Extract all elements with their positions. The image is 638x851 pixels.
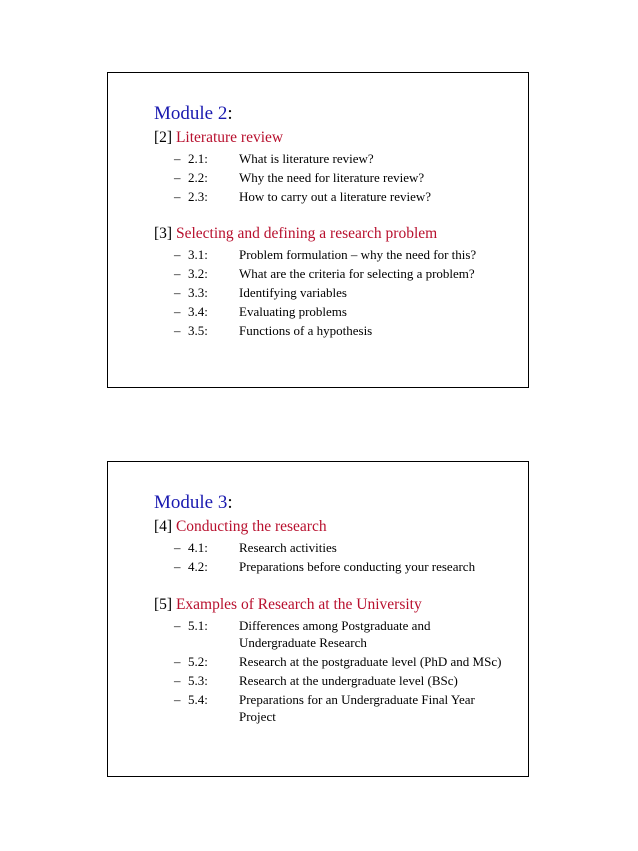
section-heading [154, 518, 327, 536]
section-title: Selecting and defining a research problem [175, 225, 438, 242]
item-number: 4.1: [188, 540, 208, 555]
item-number: 4.2: [188, 559, 208, 574]
item-text: What is literature review? [239, 151, 374, 166]
item-text: What are the criteria for selecting a problem? [239, 266, 475, 281]
section-title: Examples of Research at the University [175, 596, 422, 613]
item-number: 3.5: [188, 323, 208, 338]
section-number: [5] [154, 596, 173, 613]
section-title: Literature review [175, 129, 284, 146]
item-text: Problem formulation – why the need for this? [239, 247, 477, 262]
list-item: – 5.4: Preparations for an Undergraduate Final Year Project [174, 691, 507, 725]
section-title: Conducting the research [175, 518, 327, 535]
section-heading [154, 225, 437, 243]
item-text: Functions of a hypothesis [239, 323, 373, 338]
list-item: – 5.2: Research at the postgraduate level (PhD and MSc) [174, 653, 507, 670]
section-heading [154, 596, 422, 614]
module-title: Module 3: [154, 492, 233, 513]
item-number: 3.1: [188, 247, 208, 262]
list-item: – 3.3: Identifying variables [174, 284, 507, 301]
slide-module-3 [107, 461, 529, 777]
item-number: 5.1: [188, 618, 208, 633]
list-item: – 4.1: Research activities [174, 539, 507, 556]
section-number: [2] [154, 129, 173, 146]
item-text: Research at the undergraduate level (BSc) [239, 673, 458, 688]
module-name: Module 3 [154, 492, 228, 513]
section-heading [154, 129, 283, 147]
item-number: 5.3: [188, 673, 208, 688]
section-number: [3] [154, 225, 173, 242]
item-number: 3.3: [188, 285, 208, 300]
item-number: 3.2: [188, 266, 208, 281]
list-item: – 5.3: Research at the undergraduate level (BSc) [174, 672, 507, 689]
item-number: 3.4: [188, 304, 208, 319]
item-text: Why the need for literature review? [239, 170, 425, 185]
item-number: 2.1: [188, 151, 208, 166]
item-text: Preparations for an Undergraduate Final Year Project [239, 692, 475, 724]
section-item-list [174, 617, 507, 727]
list-item: – 2.3: How to carry out a literature review? [174, 188, 507, 205]
list-item: – 3.4: Evaluating problems [174, 303, 507, 320]
item-text: Research activities [239, 540, 337, 555]
list-item: – 5.1: Differences among Postgraduate and Undergraduate Research [174, 617, 507, 651]
item-text: Evaluating problems [239, 304, 347, 319]
list-item: – 2.1: What is literature review? [174, 150, 507, 167]
item-text: Research at the postgraduate level (PhD and MSc) [239, 654, 502, 669]
item-text: Differences among Postgraduate and Undergraduate Research [239, 618, 431, 650]
item-text: Preparations before conducting your research [239, 559, 476, 574]
item-number: 5.2: [188, 654, 208, 669]
section-item-list [174, 539, 507, 577]
module-title: Module 2: [154, 103, 233, 124]
list-item: – 4.2: Preparations before conducting your research [174, 558, 507, 575]
list-item: – 3.2: What are the criteria for selecting a problem? [174, 265, 507, 282]
section-item-list [174, 150, 507, 207]
item-text: How to carry out a literature review? [239, 189, 432, 204]
item-number: 2.2: [188, 170, 208, 185]
list-item: – 2.2: Why the need for literature review? [174, 169, 507, 186]
item-number: 2.3: [188, 189, 208, 204]
item-number: 5.4: [188, 692, 208, 707]
section-number: [4] [154, 518, 173, 535]
section-item-list [174, 246, 507, 341]
list-item: – 3.1: Problem formulation – why the need for this? [174, 246, 507, 263]
item-text: Identifying variables [239, 285, 347, 300]
slide-module-2 [107, 72, 529, 388]
list-item: – 3.5: Functions of a hypothesis [174, 322, 507, 339]
module-name: Module 2 [154, 103, 228, 124]
